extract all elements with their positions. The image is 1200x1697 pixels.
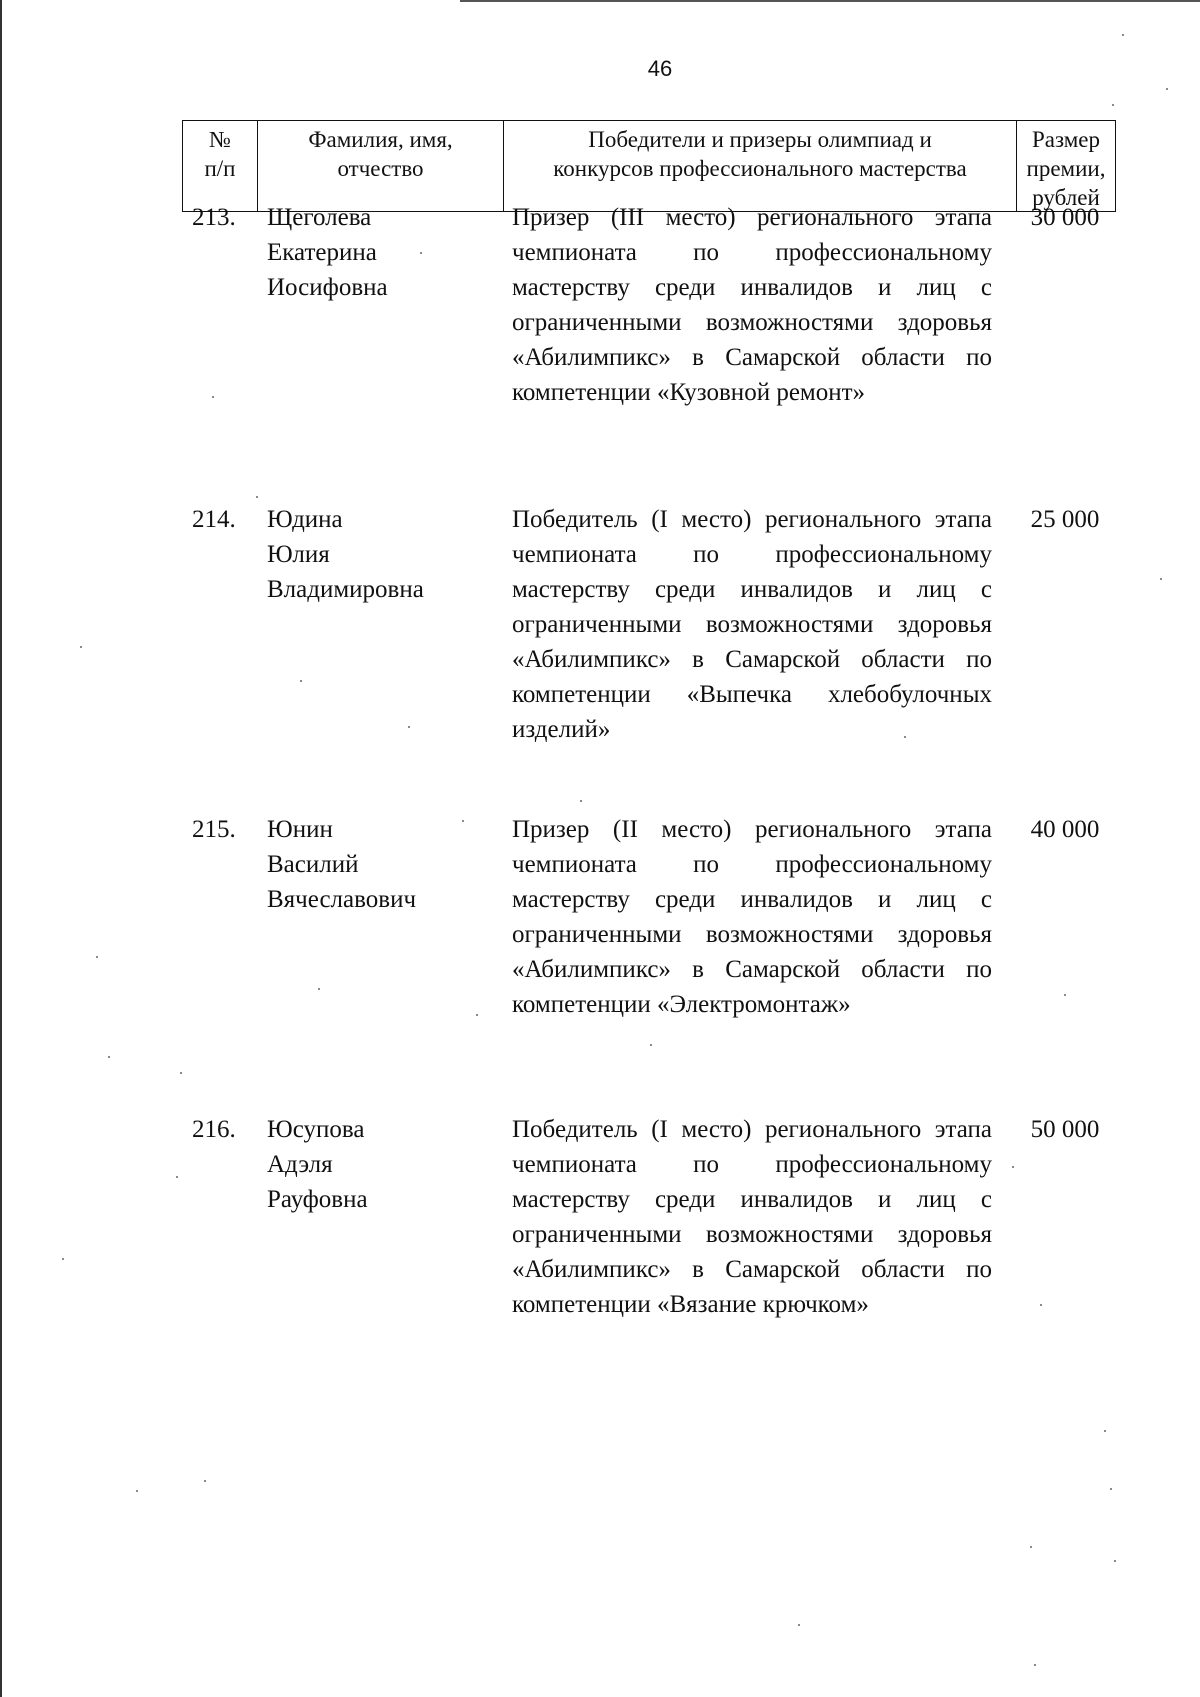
- scan-speck: [904, 736, 906, 738]
- row-description: Призер (II место) регионального этапа чемпионата по профессиональному мастерству среди инвалидов и лиц с ограниченными возможностями здоровья «Абилимпикс» в Самарской области по компетенции «Электромонтаж»: [512, 816, 992, 1018]
- scan-speck: [1012, 1166, 1014, 1168]
- scan-speck: [580, 800, 582, 802]
- scan-speck: [1122, 34, 1124, 36]
- scan-speck: [650, 1044, 652, 1046]
- header-number-column: [183, 121, 257, 211]
- header-description-column: [503, 121, 1016, 211]
- row-description: Победитель (I место) регионального этапа чемпионата по профессиональному мастерству среди инвалидов и лиц с ограниченными возможностями здоровья «Абилимпикс» в Самарской области по компетенции «Выпечка хлебобулочных изделий»: [512, 506, 992, 743]
- scan-speck: [300, 680, 302, 682]
- row-full-name: [267, 200, 497, 305]
- row-full-name: [267, 1112, 497, 1217]
- header-name-column: [257, 121, 503, 211]
- scan-speck: [462, 820, 464, 822]
- row-surname: Юсупова: [267, 1116, 365, 1143]
- row-number: 216.: [192, 1116, 236, 1143]
- row-patronymic: Вячеславович: [267, 886, 417, 913]
- row-patronymic: Владимировна: [267, 576, 424, 603]
- header-name-label: Фамилия, имя,: [308, 127, 453, 152]
- row-description: Победитель (I место) регионального этапа чемпионата по профессиональному мастерству среди инвалидов и лиц с ограниченными возможностями здоровья «Абилимпикс» в Самарской области по компетенции «Вязание крючком»: [512, 1116, 992, 1318]
- header-amount-unit: рублей: [1032, 185, 1100, 210]
- scan-speck: [212, 396, 214, 398]
- header-number-label: №: [209, 127, 231, 152]
- scan-speck: [1110, 1488, 1112, 1490]
- scan-speck: [136, 1490, 138, 1492]
- scan-speck: [1160, 578, 1162, 580]
- scan-speck: [1114, 1560, 1116, 1562]
- scan-speck: [1112, 104, 1114, 106]
- header-amount-sublabel: премии,: [1026, 156, 1106, 181]
- row-number: 214.: [192, 506, 236, 533]
- row-number: 215.: [192, 816, 236, 843]
- scan-speck: [476, 1014, 478, 1016]
- row-surname: Юдина: [267, 506, 343, 533]
- row-full-name: [267, 812, 497, 917]
- scan-speck: [256, 496, 258, 498]
- scan-speck: [80, 646, 82, 648]
- row-description: Призер (III место) регионального этапа чемпионата по профессиональному мастерству среди инвалидов и лиц с ограниченными возможностями здоровья «Абилимпикс» в Самарской области по компетенции «Кузовной ремонт»: [512, 204, 992, 406]
- row-patronymic: Иосифовна: [267, 274, 388, 301]
- row-amount: 30 000: [1030, 204, 1100, 231]
- scan-speck: [1034, 1664, 1036, 1666]
- header-description-label: Победители и призеры олимпиад и: [588, 127, 932, 152]
- scan-speck: [1030, 1546, 1032, 1548]
- row-first-name: Екатерина: [267, 239, 377, 266]
- scan-speck: [96, 956, 98, 958]
- row-number: 213.: [192, 204, 236, 231]
- table-header: [182, 120, 1116, 212]
- row-amount: 25 000: [1030, 506, 1100, 533]
- scan-speck: [1104, 1430, 1106, 1432]
- row-patronymic: Рауфовна: [267, 1186, 368, 1213]
- scan-speck: [420, 252, 422, 254]
- scan-speck: [1040, 1304, 1042, 1306]
- scan-speck: [176, 1176, 178, 1178]
- scan-speck: [108, 1056, 110, 1058]
- scan-speck: [408, 726, 410, 728]
- page-number: 46: [647, 56, 673, 81]
- scan-speck: [180, 1072, 182, 1074]
- row-full-name: [267, 502, 497, 607]
- scan-speck: [1166, 88, 1168, 90]
- row-amount: 50 000: [1030, 1116, 1100, 1143]
- header-amount-column: [1016, 121, 1115, 211]
- scan-edge-top: [460, 0, 1200, 2]
- scan-speck: [62, 1258, 64, 1260]
- scan-speck: [204, 1480, 206, 1482]
- scan-edge-left: [0, 0, 2, 1697]
- scan-speck: [1064, 994, 1066, 996]
- row-surname: Юнин: [267, 816, 333, 843]
- row-first-name: Адэля: [267, 1151, 333, 1178]
- header-description-sublabel: конкурсов профессионального мастерства: [553, 156, 967, 181]
- row-surname: Щеголева: [267, 204, 372, 231]
- scan-speck: [798, 1624, 800, 1626]
- header-number-sublabel: п/п: [204, 156, 236, 181]
- scan-speck: [318, 988, 320, 990]
- header-name-sublabel: отчество: [337, 156, 424, 181]
- row-first-name: Василий: [267, 851, 359, 878]
- header-amount-label: Размер: [1031, 127, 1101, 152]
- row-first-name: Юлия: [267, 541, 330, 568]
- row-amount: 40 000: [1030, 816, 1100, 843]
